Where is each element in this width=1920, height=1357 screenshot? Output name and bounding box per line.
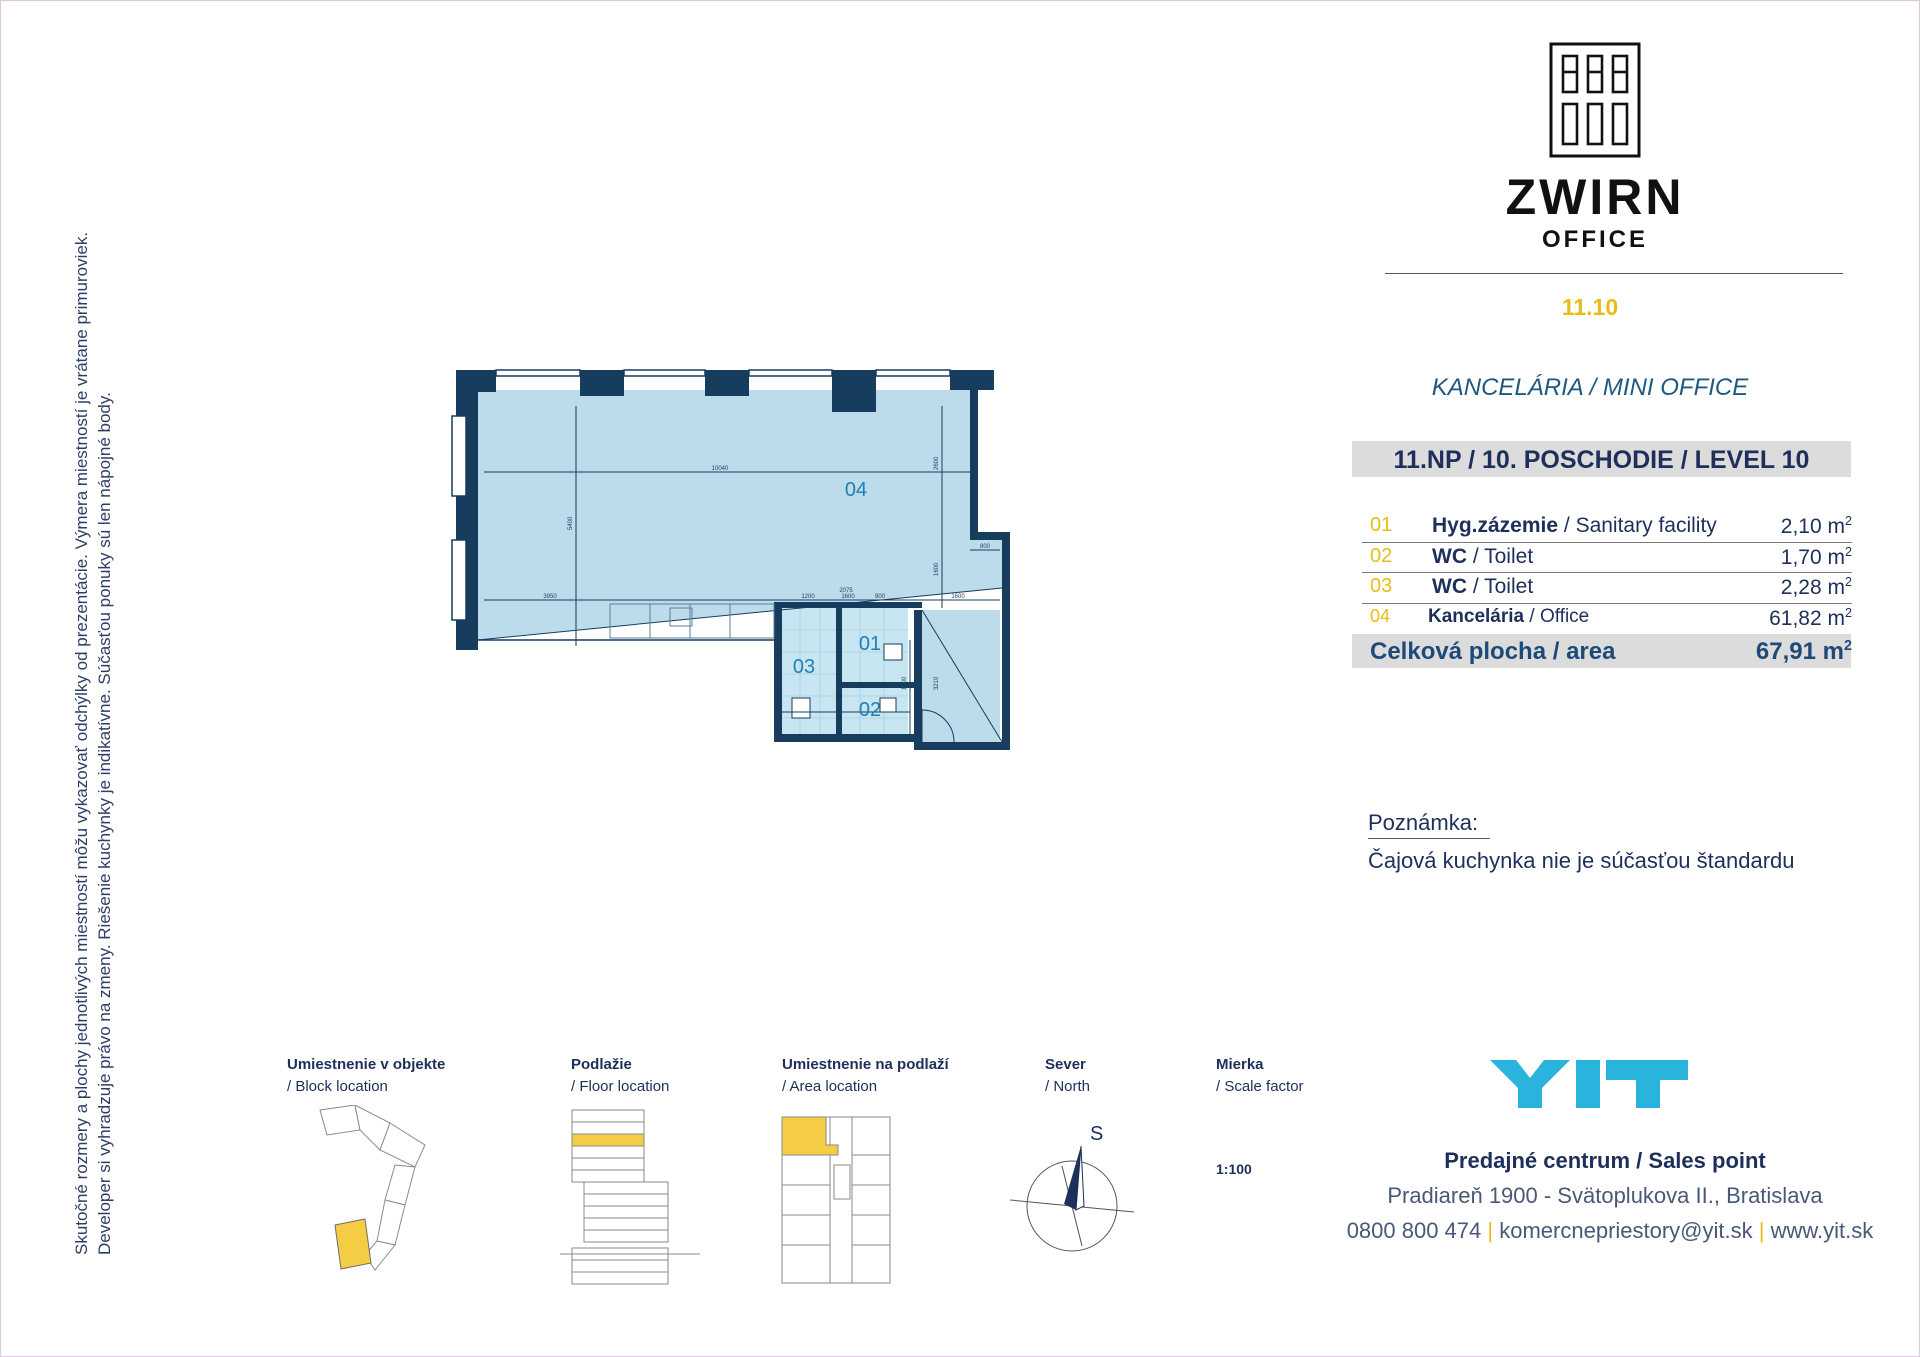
room-name: / Toilet [1467, 545, 1534, 568]
total-label: Celková plocha / area [1370, 638, 1616, 665]
contact-separator: | [1487, 1218, 1494, 1243]
scale-label [1216, 1056, 1304, 1095]
north-sub: / North [1045, 1078, 1091, 1095]
disclaimer [70, 95, 116, 1255]
room-name-bold: WC [1432, 575, 1467, 598]
scale-value: 1:100 [1216, 1161, 1252, 1177]
zwirn-building-icon [1549, 42, 1641, 158]
dim-right-step: 800 [979, 544, 991, 550]
area-location-sub: / Area location [782, 1078, 878, 1095]
corridor-fill [914, 610, 1000, 742]
area-location-title: Umiestnenie na podlaží [782, 1056, 949, 1073]
room-area: 2,10 m [1780, 515, 1845, 538]
room-name: / Office [1524, 606, 1590, 627]
area-location-label [782, 1056, 949, 1095]
block-location-label [287, 1056, 445, 1095]
room-label-03: 03 [792, 656, 816, 678]
level-title: 11.NP / 10. POSCHODIE / LEVEL 10 [1393, 446, 1810, 474]
scale-sub: / Scale factor [1216, 1078, 1304, 1095]
block-location-diagram [315, 1105, 435, 1275]
note-text: Čajová kuchynka nie je súčasťou štandardu [1368, 848, 1795, 873]
room-04-fill [478, 390, 1002, 640]
sales-email-link[interactable]: komercnepriestory@yit.sk [1499, 1218, 1753, 1243]
area-unit-sup: 2 [1843, 638, 1852, 654]
block-location-title: Umiestnenie v objekte [287, 1056, 446, 1073]
note-title: Poznámka: [1368, 810, 1479, 835]
area-unit-sup: 2 [1844, 575, 1852, 589]
brand-name: ZWIRN [1505, 169, 1685, 225]
room-row-04 [1362, 603, 1852, 633]
area-unit-sup: 2 [1844, 545, 1852, 559]
room-number: 02 [1370, 545, 1393, 567]
north-letter: S [1090, 1123, 1104, 1145]
dim-b2: 1600 [841, 594, 855, 600]
room-area: 1,70 m [1780, 546, 1845, 569]
floor-location-title: Podlažie [571, 1056, 632, 1073]
floor-location-diagram [560, 1108, 710, 1286]
zwirn-logo [1549, 42, 1641, 158]
area-location-diagram [780, 1115, 895, 1285]
contact-separator: | [1758, 1218, 1765, 1243]
dim-bottom-left: 3950 [543, 594, 557, 600]
dim-b5: 2075 [839, 588, 853, 594]
dim-vert-small: 1800 [902, 676, 908, 690]
area-unit-sup: 2 [1844, 606, 1852, 620]
dim-top-width: 10040 [711, 466, 729, 472]
sales-title: Predajné centrum / Sales point [1444, 1148, 1766, 1173]
sales-web-link[interactable]: www.yit.sk [1770, 1218, 1874, 1243]
room-row-01 [1362, 511, 1852, 541]
total-area: 67,91 $m^2$ [1755, 638, 1852, 665]
yit-logo [1490, 1058, 1690, 1110]
dim-right-mid: 1600 [934, 562, 940, 576]
floor-highlight [572, 1134, 644, 1146]
room-number: 03 [1370, 575, 1393, 597]
room-name: / Sanitary facility [1558, 514, 1717, 537]
scale-title: Mierka [1216, 1056, 1264, 1073]
block-highlight [335, 1219, 371, 1269]
room-name: / Toilet [1467, 575, 1534, 598]
block-location-sub: / Block location [287, 1078, 388, 1095]
room-label-01: 01 [858, 633, 882, 655]
north-arrow-icon [1008, 1118, 1138, 1258]
north-label [1045, 1056, 1090, 1095]
disclaimer-line-2: Developer si vyhradzuje právo na zmeny. Riešenie kuchynky je indikatívne. Súčasťou ponuky sú len nápojné body. [95, 392, 114, 1255]
room-name-bold: WC [1432, 545, 1467, 568]
room-area: 61,82 m [1769, 607, 1845, 630]
dim-b3: 900 [874, 594, 886, 600]
dim-b4: 1600 [951, 594, 965, 600]
dim-door: 3210 [934, 676, 940, 690]
dim-right-top: 2600 [934, 456, 940, 470]
sales-phone[interactable]: 0800 800 474 [1346, 1218, 1482, 1243]
north-title: Sever [1045, 1056, 1086, 1073]
brand-sub: OFFICE [1542, 226, 1648, 253]
dim-b1: 1200 [801, 594, 815, 600]
room-number: 04 [1370, 606, 1391, 626]
unit-number: 11.10 [1561, 294, 1619, 320]
room-number: 01 [1370, 514, 1393, 536]
disclaimer-line-1: Skutočné rozmery a plochy jednotlivých miestností môžu vykazovať odchýlky od prezentácie. Výmera miestností je vrátane primuroviek. [72, 231, 91, 1255]
room-area: 2,28 m [1780, 576, 1845, 599]
floor-location-label [571, 1056, 669, 1095]
sales-address: Pradiareň 1900 - Svätoplukova II., Bratislava [1387, 1183, 1823, 1208]
unit-type: KANCELÁRIA / MINI OFFICE [1431, 374, 1749, 401]
room-row-02 [1362, 542, 1852, 572]
dim-height-left: 5400 [568, 516, 574, 530]
sales-contact [1300, 1218, 1920, 1244]
room-label-02: 02 [858, 699, 882, 721]
area-unit-sup: 2 [1844, 514, 1852, 528]
room-label-04: 04 [844, 479, 868, 501]
note-underline [1368, 838, 1490, 839]
room-name-bold: Hyg.zázemie [1432, 514, 1559, 537]
room-row-03 [1362, 572, 1852, 602]
header-divider [1385, 273, 1843, 274]
room-name-bold: Kancelária [1428, 606, 1525, 627]
floor-location-sub: / Floor location [571, 1078, 670, 1095]
floor-plan [440, 360, 1020, 770]
